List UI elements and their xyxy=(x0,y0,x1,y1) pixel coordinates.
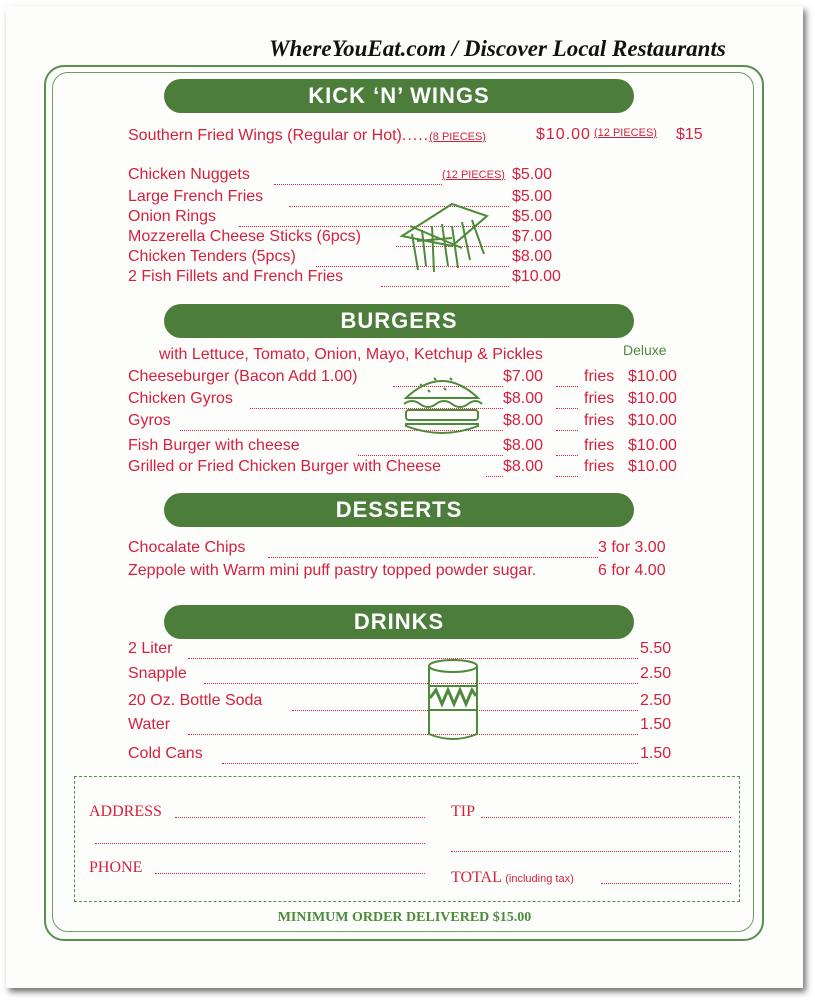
leader-dots xyxy=(556,386,578,387)
item-price: 1.50 xyxy=(640,716,672,733)
order-form xyxy=(74,776,740,902)
soda-can-icon xyxy=(422,656,484,746)
item-price: 5.50 xyxy=(640,640,672,657)
total-label xyxy=(451,869,574,887)
menu-item-cheeseburger: Cheeseburger (Bacon Add 1.00) xyxy=(128,368,358,385)
leader-dots xyxy=(381,286,509,287)
french-fries-icon xyxy=(392,196,512,276)
menu-item-nuggets xyxy=(128,166,250,184)
leader-dots xyxy=(188,658,638,659)
leader-dots xyxy=(188,734,638,735)
address-field-line-2[interactable] xyxy=(95,843,425,844)
item-pieces: (12 PIECES) xyxy=(442,169,505,181)
section-banner-drinks: DRINKS xyxy=(164,605,634,639)
address-label: ADDRESS xyxy=(89,803,162,820)
menu-item-zeppole: Zeppole with Warm mini puff pastry topped powder sugar. xyxy=(128,562,537,579)
item-price: $8.00 xyxy=(503,458,544,475)
phone-label: PHONE xyxy=(89,859,143,876)
item-pieces: (8 PIECES) xyxy=(429,131,486,143)
tip-field[interactable] xyxy=(481,817,731,818)
item-price: $5.00 xyxy=(512,188,553,205)
fries-label: fries xyxy=(584,458,615,475)
deluxe-price: $10.00 xyxy=(628,390,677,407)
item-price: $7.00 xyxy=(512,228,553,245)
section-banner-desserts: DESSERTS xyxy=(164,493,634,527)
total-field[interactable] xyxy=(601,883,731,884)
menu-item-chocolate-chips: Chocalate Chips xyxy=(128,539,246,556)
tip-label: TIP xyxy=(451,803,475,820)
menu-item-chicken-gyros: Chicken Gyros xyxy=(128,390,233,407)
phone-field[interactable] xyxy=(155,873,425,874)
menu-item-fish-burger: Fish Burger with cheese xyxy=(128,437,300,454)
item-price: $8.00 xyxy=(503,412,544,429)
leader-dots xyxy=(358,455,503,456)
menu-item-chicken-burger: Grilled or Fried Chicken Burger with Cheese xyxy=(128,458,442,475)
fries-label: fries xyxy=(584,412,615,429)
item-pieces: (12 PIECES) xyxy=(594,127,657,139)
deluxe-price: $10.00 xyxy=(628,458,677,475)
item-price: 6 for 4.00 xyxy=(598,562,666,579)
menu-item-2-liter: 2 Liter xyxy=(128,640,173,657)
item-name: Chicken Nuggets xyxy=(128,166,250,183)
leader-dots xyxy=(556,455,578,456)
leader-dots xyxy=(204,683,638,684)
menu-item-gyros: Gyros xyxy=(128,412,171,429)
section-banner-wings: KICK ‘N’ WINGS xyxy=(164,79,634,113)
fries-label: fries xyxy=(584,390,615,407)
leader-dots xyxy=(274,184,442,185)
item-price: $8.00 xyxy=(503,437,544,454)
burger-toppings: with Lettuce, Tomato, Onion, Mayo, Ketchup & Pickles xyxy=(159,346,543,363)
item-price: 2.50 xyxy=(640,665,672,682)
address-field[interactable] xyxy=(175,817,425,818)
item-price: $5.00 xyxy=(512,166,553,183)
leader-dots: ..... xyxy=(401,127,430,144)
menu-item-cold-cans: Cold Cans xyxy=(128,745,203,762)
deluxe-heading: Deluxe xyxy=(623,342,667,358)
menu-item-chicken-tenders: Chicken Tenders (5pcs) xyxy=(128,248,296,265)
item-price: $8.00 xyxy=(503,390,544,407)
hamburger-icon xyxy=(400,366,484,440)
site-title: WhereYouEat.com / Discover Local Restaurants xyxy=(269,36,726,61)
fries-label: fries xyxy=(584,437,615,454)
item-price: 2.50 xyxy=(640,692,672,709)
leader-dots xyxy=(556,476,578,477)
deluxe-price: $10.00 xyxy=(628,412,677,429)
deluxe-price: $10.00 xyxy=(628,368,677,385)
deluxe-price: $10.00 xyxy=(628,437,677,454)
leader-dots xyxy=(486,476,503,477)
leader-dots xyxy=(556,408,578,409)
item-price: 3 for 3.00 xyxy=(598,539,666,556)
menu-item-southern-wings xyxy=(128,127,486,145)
tip-field-line-2[interactable] xyxy=(451,851,731,852)
leader-dots xyxy=(222,763,638,764)
menu-item-french-fries: Large French Fries xyxy=(128,188,264,205)
item-price: $7.00 xyxy=(503,368,544,385)
menu-item-snapple: Snapple xyxy=(128,665,187,682)
leader-dots xyxy=(268,557,598,558)
minimum-order-note: MINIMUM ORDER DELIVERED $15.00 xyxy=(277,910,532,925)
total-note: (including tax) xyxy=(505,873,574,885)
menu-item-mozzarella-sticks: Mozzerella Cheese Sticks (6pcs) xyxy=(128,228,361,245)
item-price: $5.00 xyxy=(512,208,553,225)
fries-label: fries xyxy=(584,368,615,385)
menu-item-onion-rings: Onion Rings xyxy=(128,208,217,225)
menu-item-water: Water xyxy=(128,716,171,733)
menu-item-fish-fillets: 2 Fish Fillets and French Fries xyxy=(128,268,344,285)
item-name: Southern Fried Wings (Regular or Hot) xyxy=(128,127,402,144)
item-price: 1.50 xyxy=(640,745,672,762)
section-banner-burgers: BURGERS xyxy=(164,304,634,338)
menu-item-bottle-soda: 20 Oz. Bottle Soda xyxy=(128,692,263,709)
item-price: $10.00 xyxy=(512,268,561,285)
item-price: $10.00 xyxy=(536,126,591,143)
menu-page xyxy=(6,6,803,988)
item-price: $8.00 xyxy=(512,248,553,265)
item-price: $15 xyxy=(676,126,703,143)
total-text: TOTAL xyxy=(451,869,502,886)
leader-dots xyxy=(556,430,578,431)
